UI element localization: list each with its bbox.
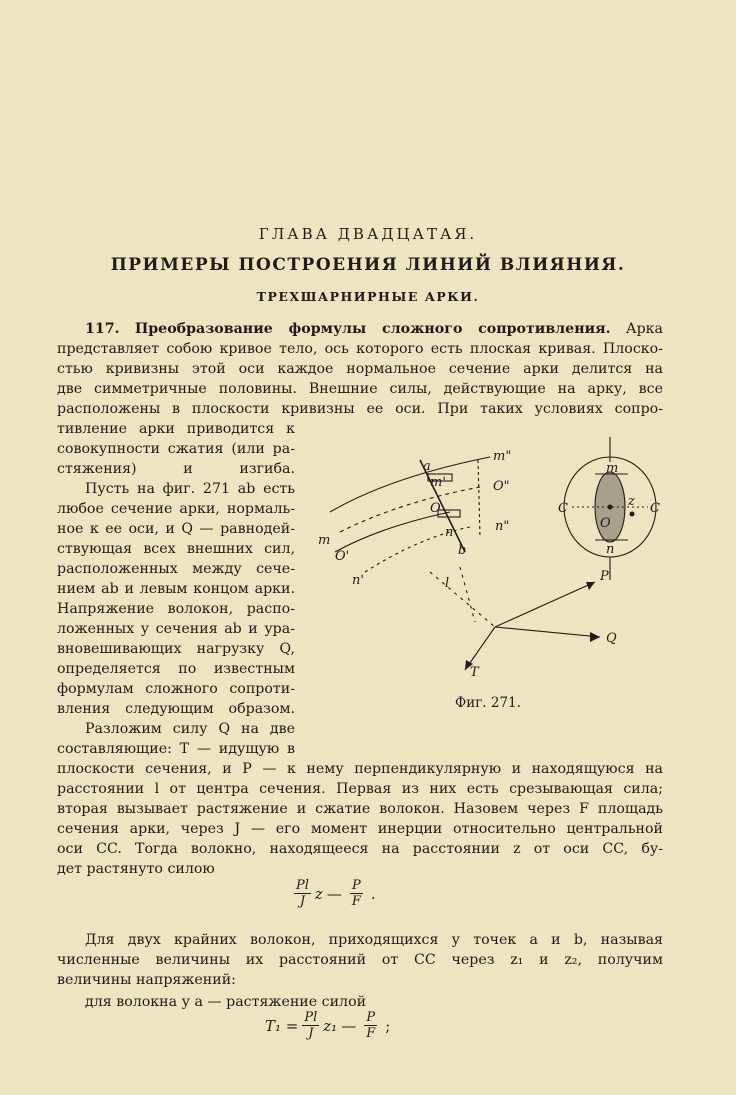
label-m-left: m [318, 533, 331, 548]
frac-numerator: Pl [296, 878, 309, 893]
text-line: совокупности сжатия (или ра- [57, 441, 295, 457]
label-z: z [628, 494, 635, 509]
chapter-heading: ГЛАВА ДВАДЦАТАЯ. [258, 225, 478, 243]
section-first-line [57, 319, 663, 339]
label-a: a [423, 459, 431, 474]
text-line: расположенных между сече- [57, 561, 295, 577]
direction-line-dashed-2 [460, 567, 475, 622]
label-n-prime: n' [352, 573, 364, 588]
label-C-left: C [558, 501, 568, 516]
frac-denominator: J [299, 894, 306, 909]
text-line: Для двух крайних волокон, приходящихся у точек a и b, называя [85, 932, 663, 948]
text-line: определяется по известным [57, 661, 295, 677]
label-n-double-prime: n" [495, 519, 510, 534]
fiber-point [630, 512, 635, 517]
formula-punctuation: ; [385, 1016, 391, 1035]
text-line: для волокна у a — растяжение силой [85, 994, 367, 1010]
text-line: дет растянуто силою [57, 861, 215, 877]
text-line: Пусть на фиг. 271 ab есть [85, 481, 295, 497]
label-O-prime-center: O [430, 501, 441, 516]
text-line: нием ab и левым концом арки. [57, 581, 295, 597]
fiber-dashed [365, 527, 470, 572]
formula-lhs: T₁ = [265, 1016, 299, 1035]
text-line: оси CC. Тогда волокно, находящееся на расстоянии z от оси CC, бу- [57, 841, 663, 857]
text-line: стью кривизны этой оси каждое нормальное сечение арки делится на [57, 361, 663, 377]
arrow-head-Q [590, 632, 600, 642]
label-m-prime: m' [430, 475, 446, 490]
label-l: l [445, 576, 450, 591]
formula-variable: z₁ [323, 1016, 338, 1035]
label-Q: Q [606, 631, 617, 646]
direction-line-dashed [430, 572, 495, 627]
label-m-section: m [606, 461, 619, 476]
frac-numerator: Pl [304, 1010, 318, 1025]
formula-punctuation: . [370, 884, 376, 903]
fraction-Pl-J [294, 878, 311, 909]
force-Q-arrow [495, 627, 600, 637]
label-P: P [600, 569, 609, 584]
fraction-P-F [364, 1010, 377, 1041]
text-line: расстоянии l от центра сечения. Первая из них есть срезывающая сила; [57, 781, 663, 797]
text-line: плоскости сечения, и P — к нему перпендикулярную и находящуюся на [57, 761, 663, 777]
section-subtitle: ТРЕХШАРНИРНЫЕ АРКИ. [256, 289, 480, 304]
text-line: вления следующим образом. [57, 701, 295, 717]
text-line: ложенных у сечения ab и ура- [57, 621, 295, 637]
text-line: вновешивающих нагрузку Q, [57, 641, 295, 657]
arch-diagram [310, 432, 670, 682]
label-O-prime: O' [335, 549, 350, 564]
text-line: численные величины их расстояний от CC через z₁ и z₂, получим [57, 952, 663, 968]
formula-operator: — [341, 1016, 357, 1035]
frac-denominator: J [308, 1026, 314, 1041]
text-line: тивление арки приводится к [57, 421, 295, 437]
force-P-arrow [495, 582, 595, 627]
formula-2 [265, 1010, 394, 1041]
frac-denominator: F [351, 894, 361, 909]
text-line: две симметричные половины. Внешние силы, действующие на арку, все [57, 381, 663, 397]
text-line: Разложим силу Q на две [85, 721, 295, 737]
label-n-center: n [445, 525, 454, 540]
arch-lower-edge [335, 512, 450, 552]
figure-caption: Фиг. 271. [455, 695, 521, 711]
label-C-right: C [650, 501, 660, 516]
formula-operator: — [326, 884, 342, 903]
figure-271 [310, 432, 670, 686]
label-m-double-prime: m" [493, 449, 512, 464]
text-line: составляющие: T — идущую в [57, 741, 295, 757]
label-n-section: n [606, 542, 615, 557]
section-center-point [608, 505, 613, 510]
text-line: расположены в плоскости кривизны ее оси. При таких условиях сопро- [57, 401, 663, 417]
text-line: величины напряжений: [57, 972, 236, 988]
text-line: любое сечение арки, нормаль- [57, 501, 295, 517]
label-b: b [458, 543, 467, 558]
section-mn-dashed [478, 460, 480, 537]
text-line: стяжения) и изгиба. [57, 461, 295, 477]
fraction-P-F [350, 878, 363, 909]
section-number: 117. [85, 321, 120, 337]
text-line: вторая вызывает растяжение и сжатие волокон. Назовем через F площадь [57, 801, 663, 817]
text-line: сечения арки, через J — его момент инерции относительно центральной [57, 821, 663, 837]
frac-numerator: P [366, 1010, 376, 1025]
label-O-double-prime: O" [493, 479, 510, 494]
frac-denominator: F [366, 1026, 376, 1041]
fraction-Pl-J [302, 1010, 319, 1041]
formula-variable: z [314, 884, 323, 903]
text-fragment: Арка [625, 321, 663, 337]
text-line: формулам сложного сопроти- [57, 681, 295, 697]
text-line: ное к ее оси, и Q — равнодей- [57, 521, 295, 537]
text-line: Напряжение волокон, распо- [57, 601, 295, 617]
text-line: представляет собою кривое тело, ось которого есть плоская кривая. Плоско- [57, 341, 663, 357]
chapter-title: ПРИМЕРЫ ПОСТРОЕНИЯ ЛИНИЙ ВЛИЯНИЯ. [110, 255, 626, 275]
text-line: ствующая всех внешних сил, [57, 541, 295, 557]
frac-numerator: P [351, 878, 361, 893]
label-T: T [470, 665, 479, 680]
formula-1 [290, 878, 380, 909]
label-O-section: O [600, 516, 611, 531]
section-heading: Преобразование формулы сложного сопротивления. [134, 321, 611, 337]
